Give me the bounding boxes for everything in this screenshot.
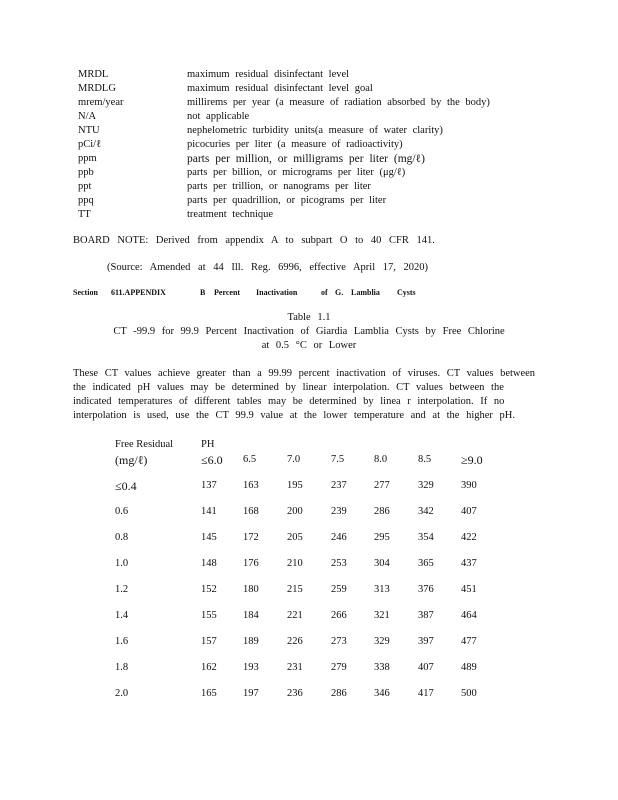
table-title-caption: CT -99.9 for 99.9 Percent Inactivation of Giardia Lamblia Cysts by Free Chlorine <box>113 326 505 337</box>
ct-value-cell: 172 <box>243 532 259 543</box>
ph-column-header: ≤6.0 <box>201 453 223 467</box>
intro-line: indicated temperatures of different tables may be determined by linea r interpolation. If no <box>73 396 505 407</box>
definition-text: parts per million, or milligrams per liter (mg/ℓ) <box>187 153 425 165</box>
ct-value-cell: 417 <box>418 688 434 699</box>
ct-value-cell: 221 <box>287 610 303 621</box>
residual-value: 1.4 <box>115 610 129 621</box>
ct-value-cell: 407 <box>418 662 434 673</box>
ct-value-cell: 141 <box>201 506 217 517</box>
ct-value-cell: 329 <box>374 636 390 647</box>
source-note: (Source: Amended at 44 Ill. Reg. 6996, effective April 17, 2020) <box>107 262 428 273</box>
residual-value: 0.8 <box>115 532 129 543</box>
intro-line: These CT values achieve greater than a 99.99 percent inactivation of viruses. CT values between <box>73 368 536 379</box>
ct-value-cell: 148 <box>201 558 217 569</box>
residual-value: 0.6 <box>115 506 129 517</box>
definition-abbreviation: mrem/year <box>78 97 124 108</box>
intro-line: interpolation is used, use the CT 99.9 value at the lower temperature and at the higher pH. <box>73 410 515 421</box>
section-word: Percent <box>214 288 241 297</box>
residual-value: 1.6 <box>115 636 129 647</box>
ct-value-cell: 304 <box>374 558 390 569</box>
ct-value-cell: 253 <box>331 558 347 569</box>
residual-value: ≤0.4 <box>115 479 137 493</box>
ct-value-cell: 273 <box>331 636 347 647</box>
ct-value-cell: 286 <box>374 506 390 517</box>
section-appendix-letter: B <box>200 288 206 297</box>
ph-header: PH <box>201 439 215 450</box>
section-label: Section <box>73 288 98 297</box>
ct-value-cell: 266 <box>331 610 347 621</box>
ct-value-cell: 365 <box>418 558 434 569</box>
definition-text: parts per billion, or micrograms per liter (μg/ℓ) <box>187 167 406 178</box>
definition-abbreviation: MRDLG <box>78 83 116 94</box>
ct-value-cell: 237 <box>331 480 347 491</box>
ct-value-cell: 295 <box>374 532 390 543</box>
definition-abbreviation: ppm <box>78 153 97 164</box>
ct-value-cell: 279 <box>331 662 347 673</box>
ct-value-cell: 397 <box>418 636 434 647</box>
ct-value-cell: 246 <box>331 532 347 543</box>
ct-value-cell: 286 <box>331 688 347 699</box>
ph-column-header: 6.5 <box>243 454 257 465</box>
definition-text: treatment technique <box>187 209 274 220</box>
ct-value-cell: 163 <box>243 480 259 491</box>
intro-line: the indicated pH values may be determined by linear interpolation. CT values between the <box>73 382 504 393</box>
ct-value-cell: 451 <box>461 584 477 595</box>
ct-value-cell: 176 <box>243 558 259 569</box>
residual-header: Free Residual <box>115 439 174 450</box>
ph-column-header: 8.0 <box>374 454 388 465</box>
ct-value-cell: 197 <box>243 688 259 699</box>
ct-value-cell: 215 <box>287 584 303 595</box>
ct-value-cell: 231 <box>287 662 303 673</box>
ct-value-cell: 137 <box>201 480 217 491</box>
ct-value-cell: 226 <box>287 636 303 647</box>
ct-value-cell: 162 <box>201 662 217 673</box>
ct-value-cell: 387 <box>418 610 434 621</box>
definition-abbreviation: N/A <box>78 111 97 122</box>
section-word: Lamblia <box>351 288 380 297</box>
ct-value-cell: 313 <box>374 584 390 595</box>
section-word: of <box>321 288 328 297</box>
board-note: BOARD NOTE: Derived from appendix A to subpart O to 40 CFR 141. <box>73 235 435 246</box>
definition-abbreviation: ppb <box>78 167 94 178</box>
ct-value-cell: 329 <box>418 480 434 491</box>
definition-abbreviation: ppt <box>78 181 92 192</box>
definition-abbreviation: ppq <box>78 195 94 206</box>
ct-value-cell: 189 <box>243 636 259 647</box>
ct-value-cell: 145 <box>201 532 217 543</box>
ct-value-cell: 321 <box>374 610 390 621</box>
ct-value-cell: 195 <box>287 480 303 491</box>
ct-value-cell: 376 <box>418 584 434 595</box>
definition-abbreviation: MRDL <box>78 69 109 80</box>
ct-value-cell: 205 <box>287 532 303 543</box>
residual-value: 1.0 <box>115 558 129 569</box>
residual-value: 1.2 <box>115 584 129 595</box>
definition-text: picocuries per liter (a measure of radioactivity) <box>187 139 403 150</box>
ct-value-cell: 236 <box>287 688 303 699</box>
ph-column-header: ≥9.0 <box>461 453 483 467</box>
ct-value-cell: 165 <box>201 688 217 699</box>
ct-value-cell: 477 <box>461 636 477 647</box>
table-title-condition: at 0.5 °C or Lower <box>261 340 357 351</box>
ct-value-cell: 464 <box>461 610 477 621</box>
ct-value-cell: 184 <box>243 610 259 621</box>
ph-column-header: 8.5 <box>418 454 432 465</box>
ct-value-cell: 342 <box>418 506 434 517</box>
definition-abbreviation: NTU <box>78 125 100 136</box>
section-word: Inactivation <box>256 288 298 297</box>
residual-value: 2.0 <box>115 688 129 699</box>
ct-value-cell: 152 <box>201 584 217 595</box>
ct-value-cell: 239 <box>331 506 347 517</box>
definition-abbreviation: TT <box>78 209 91 220</box>
ct-value-cell: 210 <box>287 558 303 569</box>
ct-value-cell: 346 <box>374 688 390 699</box>
ct-value-cell: 157 <box>201 636 217 647</box>
ct-value-cell: 500 <box>461 688 477 699</box>
definition-text: nephelometric turbidity units(a measure of water clarity) <box>187 125 443 136</box>
definition-abbreviation: pCi/ℓ <box>78 139 102 150</box>
ct-value-cell: 422 <box>461 532 477 543</box>
section-number: 611.APPENDIX <box>111 288 166 297</box>
definition-text: not applicable <box>187 111 250 122</box>
ct-value-cell: 259 <box>331 584 347 595</box>
ct-value-cell: 193 <box>243 662 259 673</box>
definition-text: maximum residual disinfectant level <box>187 69 350 80</box>
ct-value-cell: 168 <box>243 506 259 517</box>
residual-value: 1.8 <box>115 662 129 673</box>
ph-column-header: 7.0 <box>287 454 301 465</box>
ct-value-cell: 354 <box>418 532 434 543</box>
ct-value-cell: 407 <box>461 506 477 517</box>
section-word: G. <box>335 288 344 297</box>
ct-value-cell: 155 <box>201 610 217 621</box>
ct-value-cell: 338 <box>374 662 390 673</box>
ct-value-cell: 437 <box>461 558 477 569</box>
ph-column-header: 7.5 <box>331 454 345 465</box>
residual-unit-header: (mg/ℓ) <box>115 453 148 467</box>
ct-value-cell: 200 <box>287 506 303 517</box>
definition-text: maximum residual disinfectant level goal <box>187 83 373 94</box>
ct-value-cell: 390 <box>461 480 477 491</box>
ct-value-cell: 489 <box>461 662 477 673</box>
ct-value-cell: 180 <box>243 584 259 595</box>
table-title-number: Table 1.1 <box>287 312 331 323</box>
definition-text: parts per quadrillion, or picograms per liter <box>187 195 387 206</box>
section-word: Cysts <box>397 288 416 297</box>
definition-text: parts per trillion, or nanograms per liter <box>187 181 371 192</box>
ct-value-cell: 277 <box>374 480 390 491</box>
definition-text: millirems per year (a measure of radiation absorbed by the body) <box>187 97 490 108</box>
